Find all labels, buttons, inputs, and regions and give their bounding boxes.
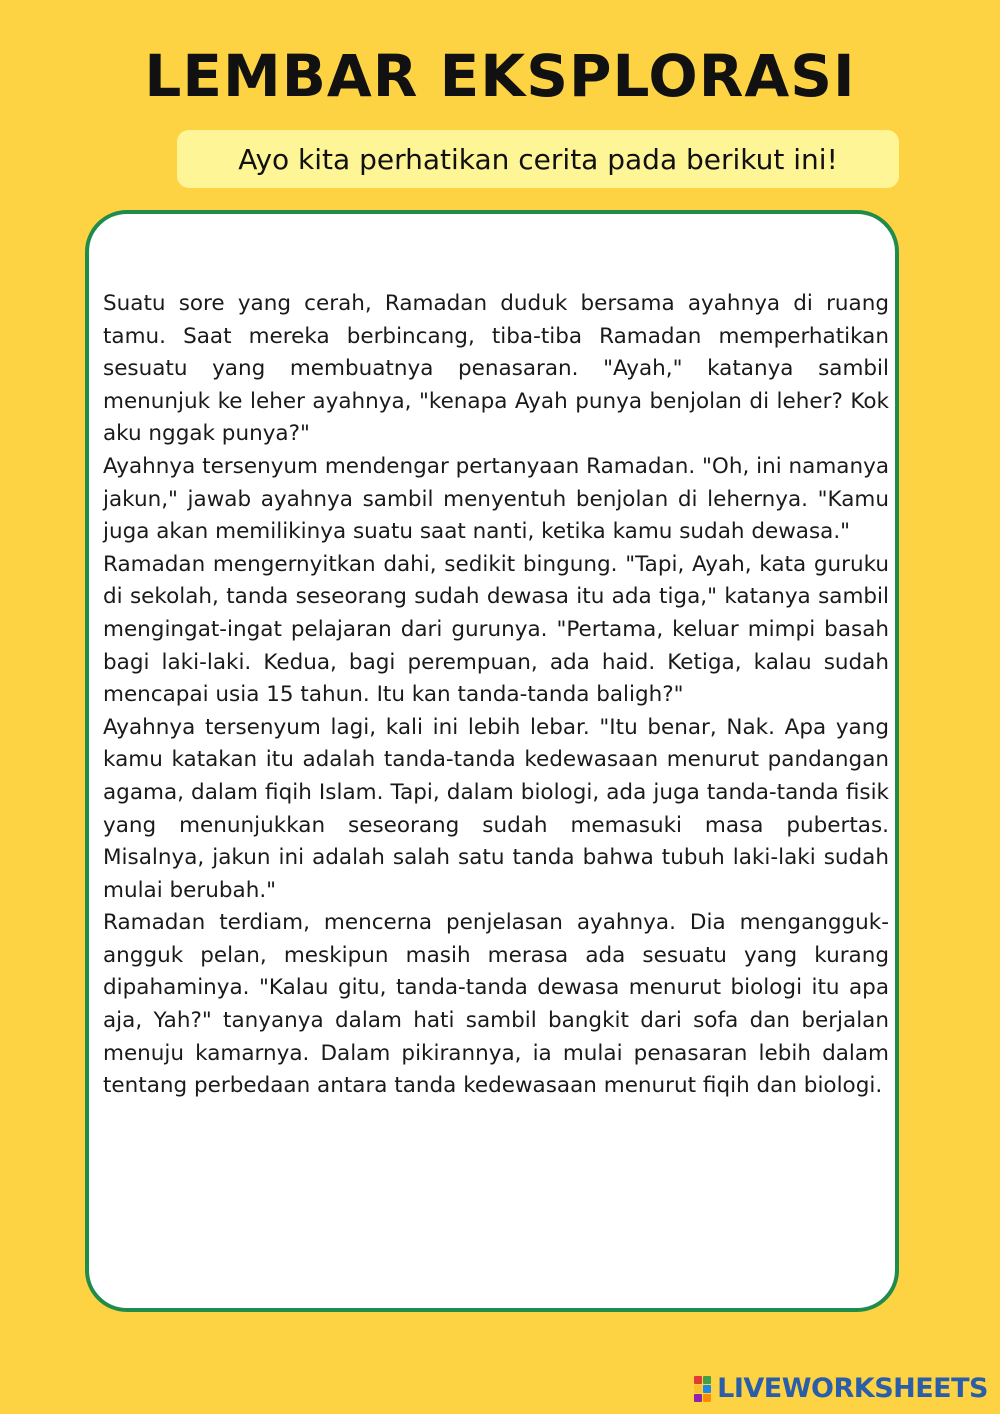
subtitle-text: Ayo kita perhatikan cerita pada berikut ini! — [238, 142, 838, 176]
liveworksheets-footer — [694, 1373, 988, 1404]
story-paragraph-3: Ramadan mengernyitkan dahi, sedikit bingung. "Tapi, Ayah, kata guruku di sekolah, tanda seseorang sudah dewasa itu ada tiga," katanya sambil mengingat-ingat pelajaran dari gurunya. "Pertama, keluar mimpi basah bagi laki-laki. Kedua, bagi perempuan, ada haid. Ketiga, kalau sudah mencapai usia 15 tahun. Itu kan tanda-tanda baligh?" — [103, 551, 889, 708]
liveworksheets-brand: LIVEWORKSHEETS — [717, 1373, 988, 1404]
story-paragraph-5: Ramadan terdiam, mencerna penjelasan ayahnya. Dia mengangguk-angguk pelan, meskipun masih merasa ada sesuatu yang kurang dipahaminya. "Kalau gitu, tanda-tanda dewasa menurut biologi itu apa aja, Yah?" tanyanya dalam hati sambil bangkit dari sofa dan berjalan menuju kamarnya. Dalam pikirannya, ia mulai penasaran lebih dalam tentang perbedaan antara tanda kedewasaan menurut fiqih dan biologi. — [103, 910, 889, 1099]
logo-block-6 — [703, 1394, 711, 1402]
logo-block-5 — [694, 1394, 702, 1402]
logo-block-4 — [703, 1385, 711, 1393]
subtitle-banner — [177, 130, 899, 188]
logo-block-3 — [694, 1385, 702, 1393]
story-text — [103, 288, 889, 1103]
logo-block-1 — [694, 1376, 702, 1384]
story-card — [85, 210, 899, 1312]
page-title: LEMBAR EKSPLORASI — [144, 42, 856, 110]
liveworksheets-logo-icon — [694, 1376, 711, 1402]
story-paragraph-2: Ayahnya tersenyum mendengar pertanyaan Ramadan. "Oh, ini namanya jakun," jawab ayahnya sambil menyentuh benjolan di lehernya. "Kamu juga akan memilikinya suatu saat nanti, ketika kamu sudah dewasa." — [103, 453, 889, 545]
story-paragraph-4: Ayahnya tersenyum lagi, kali ini lebih lebar. "Itu benar, Nak. Apa yang kamu katakan itu adalah tanda-tanda kedewasaan menurut pandangan agama, dalam fiqih Islam. Tapi, dalam biologi, ada juga tanda-tanda fisik yang menunjukkan seseorang sudah memasuki masa pubertas. Misalnya, jakun ini adalah salah satu tanda bahwa tubuh laki-laki sudah mulai berubah." — [103, 714, 889, 903]
story-paragraph-1: Suatu sore yang cerah, Ramadan duduk bersama ayahnya di ruang tamu. Saat mereka berbincang, tiba-tiba Ramadan memperhatikan sesuatu yang membuatnya penasaran. "Ayah," katanya sambil menunjuk ke leher ayahnya, "kenapa Ayah punya benjolan di leher? Kok aku nggak punya?" — [103, 291, 889, 447]
logo-block-2 — [703, 1376, 711, 1384]
